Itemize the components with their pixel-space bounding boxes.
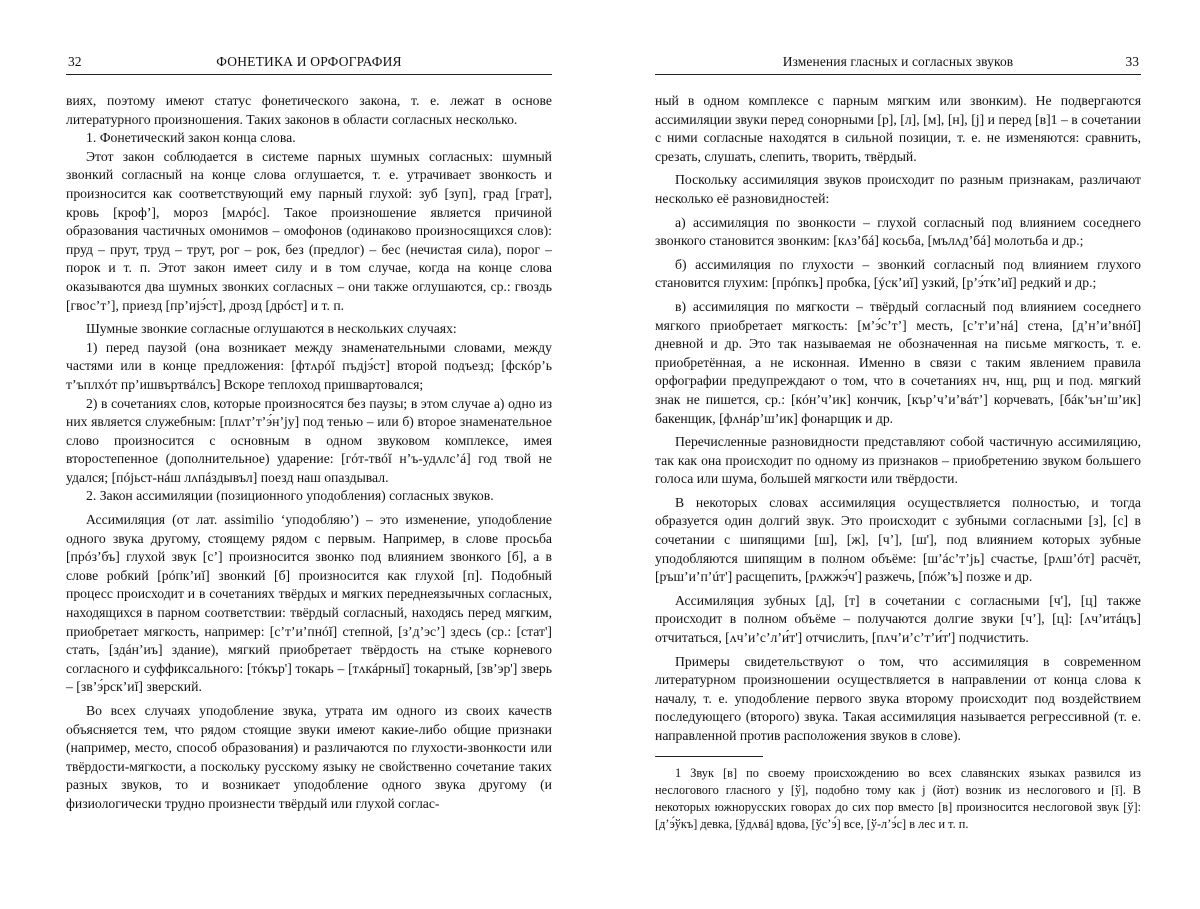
right-page-header <box>655 54 1141 75</box>
list-item: а) ассимиляция по звонкости – глухой согласный под влиянием соседнего звонкого становится звонким: [кʌзʼбá] косьба, [мълʌдʼбá] молотьба и др.; <box>655 214 1141 249</box>
running-title: Изменения гласных и согласных звуков <box>782 54 1014 69</box>
footnote <box>655 765 1141 833</box>
left-page <box>66 0 552 909</box>
section-heading: 2. Закон ассимиляции (позиционного уподобления) согласных звуков. <box>86 488 494 504</box>
running-title: ФОНЕТИКА И ОРФОГРАФИЯ <box>216 54 402 69</box>
list-item: б) ассимиляция по глухости – звонкий согласный под влиянием глухого становится глухим: [прóпкъ] пробка, [ýскʼиĭ] узкий, [рʼэ́ткʼиĭ] редкий и др.; <box>655 256 1141 291</box>
page-number: 33 <box>1125 54 1139 69</box>
footnote-divider <box>655 756 763 757</box>
left-page-body <box>66 92 552 814</box>
paragraph: 2) в сочетаниях слов, которые произносятся без паузы; в этом случае а) одно из них является служебным: [плʌтʼтʼэ́нʼју] под тенью – или б) второе знаменательное слово произносится с основным в одном звуковом комплексе, имея второстепенное (дополнительное) ударение: [гóт-твóĭ нʼъ-удʌлсʼá] год твой не удался; [пóјьст-нáш лʌпáздывъл] поезд наш опаздывал. <box>66 395 552 485</box>
paragraph: 1) перед паузой (она возникает между знаменательными словами, между частями или в конце предложения: [фтʌрóĭ пъдјэ́ст] второй подъезд; [фскóрʼь тʼъплхóт прʼишвъртвáлсъ] Вскоре теплоход пришвартовался; <box>66 339 552 392</box>
paragraph: Шумные звонкие согласные оглушаются в нескольких случаях: <box>86 321 457 337</box>
paragraph: В некоторых словах ассимиляция осуществляется полностью, и тогда образуется один долгий звук. Это происходит с зубными согласными [з], [с] в сочетании с шипящими [ш], [ж], [чʼ], [ш'], под влиянием которых зубные уподобляются шипящим в полном объёме: [шʼáсʼтʼjь] счастье, [рʌшʼóт] расчёт, [ръшʼиʼпʼúт'] расщепить, [рʌжжэ́ч'] разжечь, [пóжʼъ] позже и др. <box>655 494 1141 585</box>
page-number: 32 <box>68 54 82 69</box>
paragraph: Примеры свидетельствуют о том, что ассимиляция в современном литературном произношении осуществляется в направлении от конца слова к началу, т. е. уподобление первого звука второму происходит под воздействием последующего (второго) звука. Такая ассимиляция называется регрессивной (т. е. направленной против расположения звуков в слове). <box>655 653 1141 743</box>
paragraph: Этот закон соблюдается в системе парных шумных согласных: шумный звонкий согласный на конце слова оглушается, т. е. утрачивает звонкость и произносится как соответствующий ему парный глухой: зуб [зуп], град [грат], кровь [крофʼ], мороз [мʌрóс]. Такое произношение является причиной образования частичных омонимов – омофонов (одинаково произносящихся слов): пруд – прут, труд – трут, рог – рок, без (предлог) – бес (нечистая сила), порог – порок и т. п. Этот закон имеет силу и в том случае, когда на конце слова оказываются два шумных звонких согласных – они также оглушаются, ср.: гвоздь [гвосʼтʼ], приезд [прʼијэ́ст], дрозд [дрóст] и т. п. <box>66 148 552 313</box>
right-page <box>655 0 1141 909</box>
right-page-body <box>655 92 1141 833</box>
paragraph: виях, поэтому имеют статус фонетического закона, т. е. лежат в основе литературного произношения. Таких законов в области согласных несколько. <box>66 93 552 127</box>
paragraph: ный в одном комплексе с парным мягким или звонким). Не подвергаются ассимиляции звуки перед сонорными [р], [л], [м], [н], [j] и перед [в]1 – в сочетании с ними согласные находятся в сильной позиции, т. е. не изменяются: сравнить, срезать, слушать, слепить, творить, твёрдый. <box>655 93 1141 164</box>
paragraph: Поскольку ассимиляция звуков происходит по разным признакам, различают несколько её разновидностей: <box>655 172 1141 206</box>
paragraph: Ассимиляция зубных [д], [т] в сочетании с согласными [ч'], [ц] также происходит в полном объёме – получаются долгие звуки [чʼ], [ц]: [ʌчʼитáцъ] отчитаться, [ʌчʼиʼсʼлʼи́т'] отчислить, [пʌчʼиʼсʼтʼи́т'] подчистить. <box>655 592 1141 646</box>
list-item: в) ассимиляция по мягкости – твёрдый согласный под влиянием соседнего мягкого приобретает мягкость: [мʼэ́сʼтʼ] месть, [сʼтʼиʼнá] стена, [дʼнʼиʼвнóĭ] дневной и др. Это так называемая не обозначенная на письме мягкость, т. е. приобретённая, а не исконная. Именно в связи с таким явлением правила орфографии предупреждают о том, что в сочетаниях нч, нщ, рщ и под. мягкий знак не пишется, ср.: [кóнʼчʼик] кончик, [кърʼчʼиʼвáтʼ] корчевать, [бáкʼънʼшʼик] бакенщик, [фʌнáрʼшʼик] фонарщик и др. <box>655 298 1141 426</box>
left-page-header <box>66 54 552 75</box>
paragraph: Ассимиляция (от лат. assimilio ‘уподобляю’) – это изменение, уподобление одного звука другому, стоящему рядом с первым. Например, в слове просьба [прóзʼбъ] глухой звук [сʼ] произносится звонко под влиянием звонкого [б], а в слове робкий [рóпкʼиĭ] звонкий [б] произносится как глухой [п]. Подобный процесс происходит и в сочетаниях твёрдых и мягких переднеязычных согласных, находящихся в парном соответствии: твёрдый согласный, находясь перед мягким, приобретает мягкость, например: [сʼтʼиʼпнóĭ] степной, [зʼдʼэсʼ] здесь (ср.: [стат'] стать, [здáнʼиъ] здание), мягкий приобретает твёрдость на стыке корневого согласного и суффиксального: [тóкър'] токарь – [тʌкáрныĭ] токарный, [звʼэр'] зверь – [звʼэ́рскʼиĭ] зверский. <box>66 512 552 695</box>
footnote-text: 1 Звук [в] по своему происхождению во всех славянских языках развился из неслогового гласного у [ў], подобно тому как j (йот) возник из неслогового и [ĭ]. В некоторых южнорусских говорах до сих пор вместо [в] произносится неслоговой звук [ў]: [дʼэ́ўкъ] девка, [ўдʌвá] вдова, [ўсʼэ́] все, [ў-лʼэ́с] в лес и т. п. <box>655 765 1141 831</box>
paragraph: Во всех случаях уподобление звука, утрата им одного из своих качеств объясняется тем, что рядом стоящие звуки имеют какие-либо общие признаки (например, место, способ образования) и различаются по глухости-звонкости или твёрдости-мягкости, а поскольку русскому языку не свойственно сочетание таких разных звуков, то и возникает уподобление одного звука другому (и физиологически трудно произнести твёрдый или глухой соглас- <box>66 703 552 811</box>
paragraph: Перечисленные разновидности представляют собой частичную ассимиляцию, так как она происходит по одному из признаков – приобретению звуком большего голоса или шума, большей мягкости или твёрдости. <box>655 434 1141 487</box>
section-heading: 1. Фонетический закон конца слова. <box>86 130 296 146</box>
